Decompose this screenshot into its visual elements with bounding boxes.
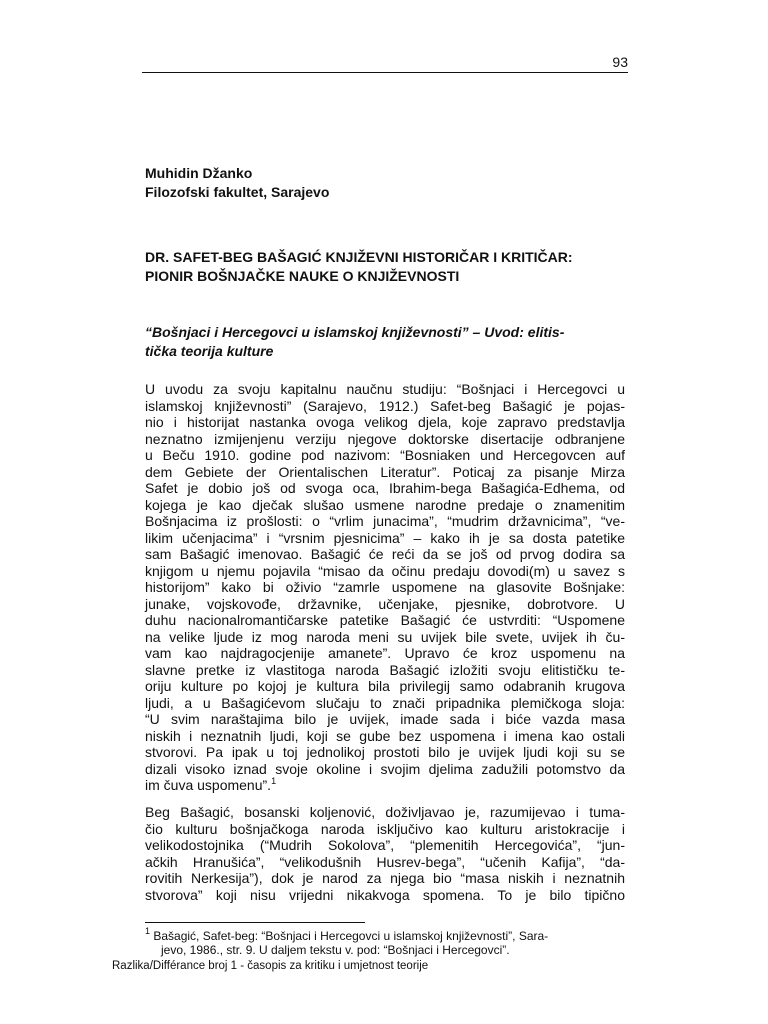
text-line: rovitih Nerkesija”), dok je narod za njega bio “masa niskih i neznatnih bbox=[145, 870, 625, 886]
author-name: Muhidin Džanko bbox=[145, 165, 253, 181]
paragraph-2 bbox=[145, 804, 625, 903]
text-line: historijom” kako bi oživio “zamrle uspomene na glasovite Bošnjake: bbox=[145, 579, 625, 595]
text-line: čio kulturu bošnjačkoga naroda isključivo kao kulturu aristokracije i bbox=[145, 820, 625, 837]
text-line: velikodostojnika (“Mudrih Sokolova”, “plemenitih Hercegovića”, “jun- bbox=[145, 837, 625, 853]
article-title bbox=[145, 248, 625, 286]
heading-line: “Bošnjaci i Hercegovci u islamskoj književnosti” – Uvod: elitis- bbox=[145, 324, 565, 340]
text-line bbox=[145, 777, 625, 794]
author-affiliation: Filozofski fakultet, Sarajevo bbox=[145, 184, 330, 200]
footnote-text: Bašagić, Safet-beg: “Bošnjaci i Hercegovci u islamskoj književnosti”, Sara- bbox=[150, 929, 549, 943]
paragraph-1 bbox=[145, 381, 625, 794]
footnote-number: 1 bbox=[145, 926, 151, 936]
page-number: 93 bbox=[612, 54, 628, 70]
text-line: oriju kulture po kojoj je kultura bila privilegij samo odabranih krugova bbox=[145, 678, 625, 694]
footnote-rule bbox=[145, 922, 365, 923]
text-line: duhu nacionalromantičarske patetike Bašagić će ustvrditi: “Uspomene bbox=[145, 612, 625, 628]
text-line: u Beču 1910. godine pod nazivom: “Bosniaken und Hercegovcen auf bbox=[145, 447, 625, 463]
text-line: dem Gebiete der Orientalischen Literatur”. Poticaj za pisanje Mirza bbox=[145, 463, 625, 480]
text-line: nio i historijat nastanka ovoga velikog djela, koje zapravo predstavlja bbox=[145, 414, 625, 430]
text-line: neznatno izmijenjenu verziju njegove doktorske disertacije odbranjene bbox=[145, 430, 625, 447]
title-line: DR. SAFET-BEG BAŠAGIĆ KNJIŽEVNI HISTORIČAR I KRITIČAR: bbox=[145, 249, 573, 265]
text-line: kojega je kao dječak slušao usmene narodne predaje o znamenitim bbox=[145, 496, 625, 513]
text-line: “U svim naraštajima bilo je uvijek, imade sada i biće vazda masa bbox=[145, 711, 625, 727]
footnote-marker[interactable]: 1 bbox=[271, 776, 277, 786]
text-line: Beg Bašagić, bosanski koljenović, doživljavao je, razumijevao i tuma- bbox=[145, 804, 625, 820]
text-line: stvorova” koji nisu vrijedni nikakvoga spomena. To je bilo tipično bbox=[145, 886, 625, 903]
title-line: PIONIR BOŠNJAČKE NAUKE O KNJIŽEVNOSTI bbox=[145, 268, 460, 284]
text-line: junake, vojskovođe, državnike, učenjake, pjesnike, dobrotvore. U bbox=[145, 595, 625, 612]
footnote bbox=[145, 926, 625, 957]
text-line: Safet je dobio još od svoga oca, Ibrahim-bega Bašagića-Edhema, od bbox=[145, 480, 625, 496]
header-rule bbox=[142, 72, 628, 73]
heading-line: tička teorija kulture bbox=[145, 343, 274, 359]
text-line: vam kao najdragocjenije amanete”. Upravo će kroz uspomenu na bbox=[145, 645, 625, 661]
text-line: islamskoj književnosti” (Sarajevo, 1912.) Safet-beg Bašagić je pojas- bbox=[145, 397, 625, 414]
text-line: knjigom u njemu pojavila “misao da očinu predaju dovodi(m) u savez s bbox=[145, 562, 625, 579]
last-line-text: im čuva uspomenu”. bbox=[145, 777, 272, 793]
section-heading bbox=[145, 323, 625, 361]
text-line: Bošnjacima iz prošlosti: o “vrlim junacima”, “mudrim državnicima”, “ve- bbox=[145, 513, 625, 529]
footnote-line bbox=[145, 926, 625, 943]
text-line: sam Bašagić imenovao. Bašagić će reći da se još od prvog dodira sa bbox=[145, 546, 625, 562]
footnote-line: jevo, 1986., str. 9. U daljem tekstu v. pod: “Bošnjaci i Hercegovci”. bbox=[161, 943, 510, 957]
text-line: likim učenjacima” i “vrsnim pjesnicima” – kako ih je sa dosta patetike bbox=[145, 529, 625, 546]
text-line: na velike ljude iz mog naroda meni su uvijek bile svete, uvijek ih ču- bbox=[145, 628, 625, 645]
journal-footer: Razlika/Différance broj 1 - časopis za kritiku i umjetnost teorije bbox=[112, 960, 429, 972]
text-line: U uvodu za svoju kapitalnu naučnu studiju: “Bošnjaci i Hercegovci u bbox=[145, 381, 625, 397]
text-line: ačkih Hranušića”, “velikodušnih Husrev-bega”, “učenih Kafija”, “da- bbox=[145, 853, 625, 870]
text-line: dizali visoko iznad svoje okoline i svojim djelima zadužili potomstvo da bbox=[145, 760, 625, 777]
text-line: slavne pretke iz vlastitoga naroda Bašagić izložiti svoju elitističku te- bbox=[145, 661, 625, 678]
author-block bbox=[145, 164, 329, 202]
text-line: niskih i neznatnih ljudi, koji se gube bez uspomena i imena kao ostali bbox=[145, 727, 625, 744]
text-line: stvorovi. Pa ipak u toj jednolikoj prostoti bilo je uvijek ljudi koji su se bbox=[145, 744, 625, 760]
text-line: ljudi, a u Bašagićevom slučaju to znači pripadnika plemičkoga sloja: bbox=[145, 694, 625, 711]
